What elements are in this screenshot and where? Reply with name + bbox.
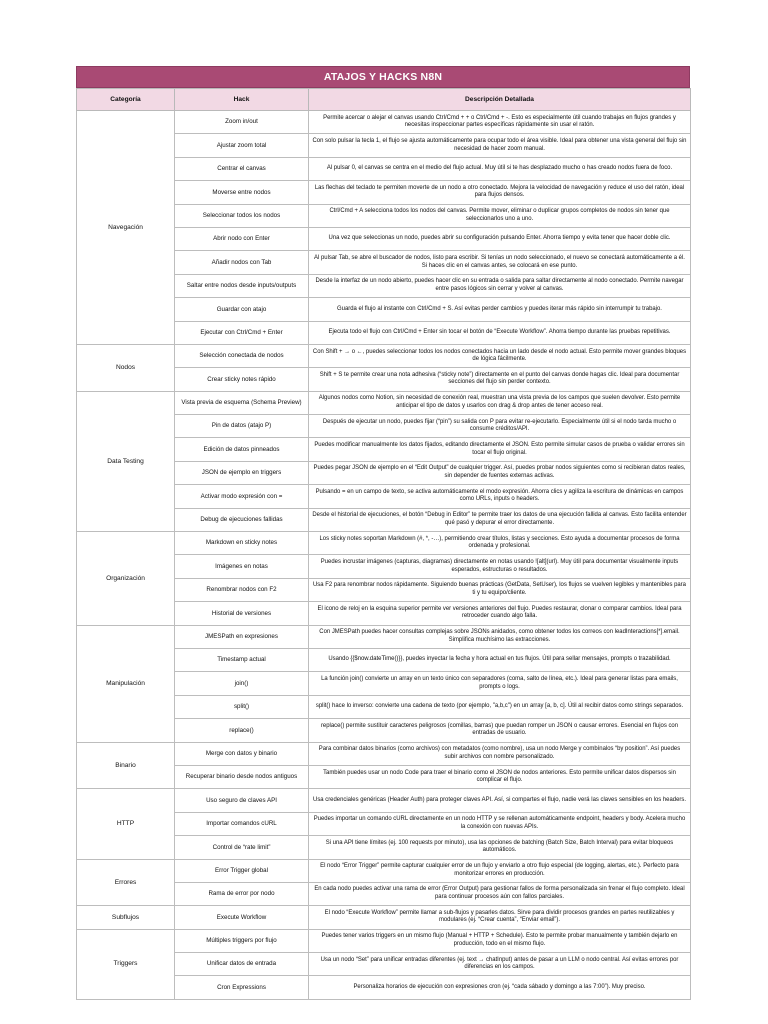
hack-cell: Debug de ejecuciones fallidas [175, 508, 309, 531]
description-cell: Con JMESPath puedes hacer consultas complejas sobre JSONs anidados, como obtener todos los correos con leadInteractions[*].email. Simplifica muchísimo las extracciones. [309, 625, 691, 648]
hacks-table [76, 88, 691, 1000]
description-cell: Usando {{$now.dateTime()}}, puedes inyectar la fecha y hora actual en tus flujos. Útil para sellar mensajes, prompts o trazabilidad. [309, 648, 691, 671]
description-cell: Al pulsar Tab, se abre el buscador de nodos, listo para escribir. Si tenías un nodo seleccionado, el nuevo se conectará automáticamente a él. Si haces clic en el canvas antes, se colocará en ese punto. [309, 251, 691, 274]
table-row [77, 391, 691, 414]
description-cell: Guarda el flujo al instante con Ctrl/Cmd + S. Así evitas perder cambios y puedes iterar más rápido sin interrumpir tu trabajo. [309, 298, 691, 321]
header-row [77, 89, 691, 111]
hack-cell: Zoom in/out [175, 111, 309, 134]
description-cell: Shift + S te permite crear una nota adhesiva (“sticky note”) directamente en el punto del canvas donde hagas clic. Ideal para documentar secciones del flujo sin perder contexto. [309, 368, 691, 391]
category-cell: Navegación [77, 111, 175, 345]
table-row [77, 929, 691, 952]
description-cell: Puedes incrustar imágenes (capturas, diagramas) directamente en notas usando ![alt](url). Muy útil para documentar visualmente inputs esperados, estructuras o resultados. [309, 555, 691, 578]
hack-cell: Saltar entre nodos desde inputs/outputs [175, 274, 309, 297]
description-cell: En cada nodo puedes activar una rama de error (Error Output) para gestionar fallos de forma personalizada sin frenar el flujo completo. Ideal para continuar procesos aún con fallos parciales. [309, 882, 691, 905]
hack-cell: Imágenes en notas [175, 555, 309, 578]
hack-cell: Moverse entre nodos [175, 181, 309, 204]
category-cell: Triggers [77, 929, 175, 999]
table-row [77, 906, 691, 929]
description-cell: Permite acercar o alejar el canvas usando Ctrl/Cmd + + o Ctrl/Cmd + -. Esto es especialmente útil cuando trabajas en flujos grandes y necesitas inspeccionar partes específicas rápidamente sin usar el ratón. [309, 111, 691, 134]
header-hack: Hack [175, 89, 309, 111]
description-cell: Desde el historial de ejecuciones, el botón “Debug in Editor” te permite traer los datos de una ejecución fallida al canvas. Esto facilita entender qué pasó y depurar el error directamente. [309, 508, 691, 531]
header-description: Descripción Detallada [309, 89, 691, 111]
description-cell: Después de ejecutar un nodo, puedes fijar (“pin”) su salida con P para evitar re-ejecutarlo. Especialmente útil si el nodo tarda mucho o consume créditos/API. [309, 415, 691, 438]
table-row [77, 789, 691, 812]
table-row [77, 859, 691, 882]
hack-cell: Unificar datos de entrada [175, 953, 309, 976]
description-cell: Los sticky notes soportan Markdown (#, *, -…), permitiendo crear títulos, listas y secciones. Esto ayuda a documentar procesos de forma ordenada y profesional. [309, 532, 691, 555]
hack-cell: Vista previa de esquema (Schema Preview) [175, 391, 309, 414]
table-row [77, 742, 691, 765]
category-cell: Subflujos [77, 906, 175, 929]
description-cell: Algunos nodos como Notion, sin necesidad de conexión real, muestran una vista previa de los campos que suelen devolver. Esto permite anticipar el tipo de datos y usarlos con drag & drop antes de tener acceso real. [309, 391, 691, 414]
table-row [77, 344, 691, 367]
description-cell: Desde la interfaz de un nodo abierto, puedes hacer clic en su entrada o salida para saltar directamente al nodo conectado. Permite navegar entre pasos lógicos sin cerrar y volver al canvas. [309, 274, 691, 297]
description-cell: También puedes usar un nodo Code para traer el binario como el JSON de nodos anteriores. Esto permite unificar datos dispersos sin complicar el flujo. [309, 765, 691, 788]
hack-cell: Importar comandos cURL [175, 812, 309, 835]
description-cell: Usa F2 para renombrar nodos rápidamente. Siguiendo buenas prácticas (GetData, SetUser), los flujos se vuelven legibles y mantenibles para ti y tu equipo/cliente. [309, 578, 691, 601]
description-cell: Una vez que seleccionas un nodo, puedes abrir su configuración pulsando Enter. Ahorra tiempo y evita tener que hacer doble clic. [309, 227, 691, 250]
description-cell: replace() permite sustituir caracteres peligrosos (comillas, barras) que puedan romper un JSON o causar errores. Esencial en flujos con entradas de usuario. [309, 719, 691, 742]
header-category: Categoría [77, 89, 175, 111]
hack-cell: Centrar el canvas [175, 157, 309, 180]
category-cell: Nodos [77, 344, 175, 391]
hack-cell: Uso seguro de claves API [175, 789, 309, 812]
description-cell: Ejecuta todo el flujo con Ctrl/Cmd + Enter sin tocar el botón de “Execute Workflow”. Ahorra tiempo durante las pruebas repetitivas. [309, 321, 691, 344]
description-cell: Al pulsar 0, el canvas se centra en el medio del flujo actual. Muy útil si te has desplazado mucho o has creado nodos fuera de foco. [309, 157, 691, 180]
description-cell: El nodo “Error Trigger” permite capturar cualquier error de un flujo y enviarlo a otro flujo especial (de logging, alertas, etc.). Perfecto para monitorizar errores en producción. [309, 859, 691, 882]
table-row [77, 111, 691, 134]
description-cell: Ctrl/Cmd + A selecciona todos los nodos del canvas. Permite mover, eliminar o duplicar grupos completos de nodos sin tener que seleccionarlos uno a uno. [309, 204, 691, 227]
hack-cell: Activar modo expresión con = [175, 485, 309, 508]
category-cell: Manipulación [77, 625, 175, 742]
table-row [77, 532, 691, 555]
hack-cell: Múltiples triggers por flujo [175, 929, 309, 952]
hack-cell: JMESPath en expresiones [175, 625, 309, 648]
hack-cell: JSON de ejemplo en triggers [175, 461, 309, 484]
description-cell: Puedes pegar JSON de ejemplo en el “Edit Output” de cualquier trigger. Así, puedes probar nodos siguientes como si recibieran datos reales, sin depender de fuentes externas activas. [309, 461, 691, 484]
description-cell: Usa credenciales genéricas (Header Auth) para proteger claves API. Así, si compartes el flujo, nadie verá las claves sensibles en los headers. [309, 789, 691, 812]
hack-cell: Markdown en sticky notes [175, 532, 309, 555]
category-cell: Organización [77, 532, 175, 626]
description-cell: Pulsando = en un campo de texto, se activa automáticamente el modo expresión. Ahorra clics y agiliza la escritura de dinámicas en campos como URLs, inputs o headers. [309, 485, 691, 508]
description-cell: Con Shift + → o ←, puedes seleccionar todos los nodos conectados hacia un lado desde el nodo actual. Esto permite mover grandes bloques de lógica fácilmente. [309, 344, 691, 367]
category-cell: HTTP [77, 789, 175, 859]
description-cell: La función join() convierte un array en un texto único con separadores (coma, salto de línea, etc.). Ideal para generar listas para emails, prompts o logs. [309, 672, 691, 695]
description-cell: Personaliza horarios de ejecución con expresiones cron (ej. “cada sábado y domingo a las 7:00”). Muy preciso. [309, 976, 691, 999]
description-cell: Puedes tener varios triggers en un mismo flujo (Manual + HTTP + Schedule). Esto te permite probar manualmente y también dejarlo en producción, todo en el mismo flujo. [309, 929, 691, 952]
table-row [77, 625, 691, 648]
description-cell: split() hace lo inverso: convierte una cadena de texto (por ejemplo, "a,b,c") en un array [a, b, c]. Útil al recibir datos como strings separados. [309, 695, 691, 718]
hack-cell: Timestamp actual [175, 648, 309, 671]
hack-cell: Seleccionar todos los nodos [175, 204, 309, 227]
description-cell: Las flechas del teclado te permiten moverte de un nodo a otro conectado. Mejora la velocidad de navegación y reduce el uso del ratón, ideal para flujos densos. [309, 181, 691, 204]
hack-cell: Renombrar nodos con F2 [175, 578, 309, 601]
hack-cell: Control de “rate limit” [175, 836, 309, 859]
table-body [77, 111, 691, 1000]
hack-cell: Execute Workflow [175, 906, 309, 929]
hack-cell: Merge con datos y binario [175, 742, 309, 765]
description-cell: Puedes modificar manualmente los datos fijados, editando directamente el JSON. Esto permite simular casos de prueba o validar errores sin tocar el flujo original. [309, 438, 691, 461]
hack-cell: Selección conectada de nodos [175, 344, 309, 367]
hack-cell: Ejecutar con Ctrl/Cmd + Enter [175, 321, 309, 344]
hack-cell: Recuperar binario desde nodos antiguos [175, 765, 309, 788]
hack-cell: Rama de error por nodo [175, 882, 309, 905]
hacks-sheet [76, 66, 690, 1000]
description-cell: Para combinar datos binarios (como archivos) con metadatos (como nombre), usa un nodo Merge y combínalos “by position”. Así puedes subir archivos con nombre personalizado. [309, 742, 691, 765]
hack-cell: Edición de datos pinneados [175, 438, 309, 461]
hack-cell: replace() [175, 719, 309, 742]
description-cell: Puedes importar un comando cURL directamente en un nodo HTTP y se rellenan automáticamente endpoint, headers y body. Acelera mucho la conexión con nuevas APIs. [309, 812, 691, 835]
hack-cell: Abrir nodo con Enter [175, 227, 309, 250]
hack-cell: Guardar con atajo [175, 298, 309, 321]
hack-cell: Añadir nodos con Tab [175, 251, 309, 274]
hack-cell: Historial de versiones [175, 602, 309, 625]
description-cell: El nodo “Execute Workflow” permite llamar a sub-flujos y pasarles datos. Sirve para dividir procesos grandes en partes reutilizables y modulares (ej. “Crear cuenta”, “Enviar email”). [309, 906, 691, 929]
description-cell: Con solo pulsar la tecla 1, el flujo se ajusta automáticamente para ocupar todo el área visible. Ideal para obtener una vista general del flujo sin necesidad de hacer zoom manual. [309, 134, 691, 157]
sheet-title: ATAJOS Y HACKS N8N [76, 66, 690, 88]
hack-cell: Ajustar zoom total [175, 134, 309, 157]
hack-cell: join() [175, 672, 309, 695]
description-cell: Usa un nodo “Set” para unificar entradas diferentes (ej. text → chatInput) antes de pasar a un LLM o nodo central. Así evitas errores por diferencias en los campos. [309, 953, 691, 976]
hack-cell: split() [175, 695, 309, 718]
hack-cell: Pin de datos (atajo P) [175, 415, 309, 438]
description-cell: Si una API tiene límites (ej. 100 requests por minuto), usa las opciones de batching (Batch Size, Batch Interval) para evitar bloqueos automáticos. [309, 836, 691, 859]
description-cell: El icono de reloj en la esquina superior permite ver versiones anteriores del flujo. Puedes restaurar, clonar o comparar cambios. Ideal para retroceder cuando algo falla. [309, 602, 691, 625]
category-cell: Errores [77, 859, 175, 906]
hack-cell: Cron Expressions [175, 976, 309, 999]
category-cell: Data Testing [77, 391, 175, 531]
category-cell: Binario [77, 742, 175, 789]
hack-cell: Error Trigger global [175, 859, 309, 882]
hack-cell: Crear sticky notes rápido [175, 368, 309, 391]
